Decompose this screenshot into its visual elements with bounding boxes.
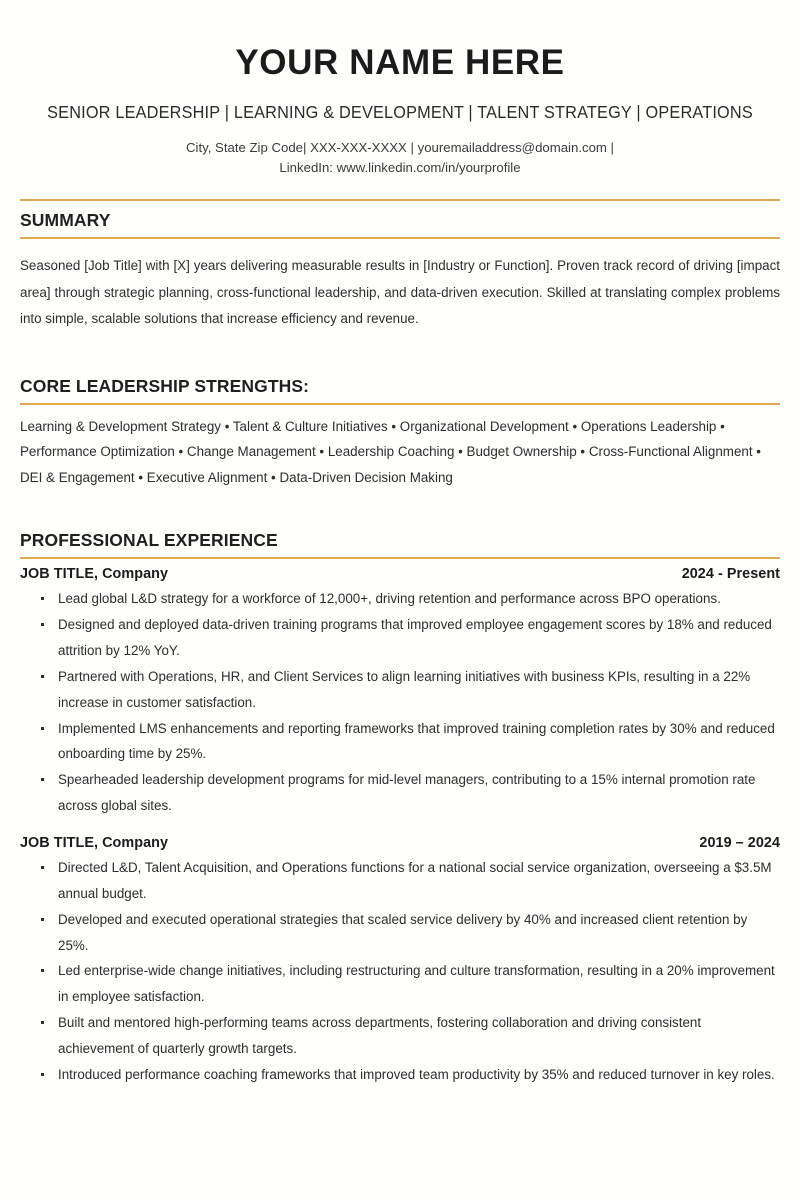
section-heading-core-strengths: CORE LEADERSHIP STRENGTHS: (20, 367, 780, 405)
experience-section (20, 521, 780, 1087)
experience-entry (20, 828, 780, 1088)
job-dates: 2024 - Present (681, 566, 780, 583)
job-dates: 2019 – 2024 (699, 834, 780, 851)
job-bullet: Implemented LMS enhancements and reporting frameworks that improved training completion rates by 30% and reduced onboarding time by 25%. (34, 716, 780, 768)
core-strengths-section (20, 367, 780, 492)
job-bullet-list (20, 855, 780, 1088)
job-bullet: Developed and executed operational strategies that scaled service delivery by 40% and increased client retention by 25%. (34, 907, 780, 959)
resume-header (20, 0, 780, 178)
contact-line-primary: City, State Zip Code| XXX-XXX-XXXX | youremailaddress@domain.com | (185, 139, 614, 155)
job-bullet-list (20, 586, 780, 819)
core-strengths-list: Learning & Development Strategy • Talent & Culture Initiatives • Organizational Development • Operations Leadership • Performance Optimization • Change Management • Leadership Coaching • Budget Ownership • Cross-Functional Alignment • DEI & Engagement • Executive Alignment • Data-Driven Decision Making (20, 418, 761, 486)
job-header (20, 828, 780, 851)
contact-line-linkedin: LinkedIn: www.linkedin.com/in/yourprofile (279, 159, 521, 175)
job-header (20, 559, 780, 582)
job-bullet: Spearheaded leadership development programs for mid-level managers, contributing to a 15% internal promotion rate across global sites. (34, 767, 780, 819)
summary-body: Seasoned [Job Title] with [X] years delivering measurable results in [Industry or Function]. Proven track record of driving [impact area] through strategic planning, cross-functional leadership, and data-driven execution. Skilled at translating complex problems into simple, scalable solutions that increase efficiency and revenue. (20, 258, 780, 327)
section-heading-summary: SUMMARY (20, 201, 780, 239)
experience-entry (20, 559, 780, 819)
job-bullet: Introduced performance coaching frameworks that improved team productivity by 35% and reduced turnover in key roles. (34, 1062, 780, 1088)
job-bullet: Lead global L&D strategy for a workforce of 12,000+, driving retention and performance across BPO operations. (34, 586, 780, 612)
job-bullet: Built and mentored high-performing teams across departments, fostering collaboration and driving consistent achievement of quarterly growth targets. (34, 1010, 780, 1062)
contact-info (20, 138, 780, 179)
job-bullet: Designed and deployed data-driven training programs that improved employee engagement scores by 18% and reduced attrition by 12% YoY. (34, 612, 780, 664)
job-bullet: Led enterprise-wide change initiatives, including restructuring and culture transformation, resulting in a 20% improvement in employee satisfaction. (34, 958, 780, 1010)
job-title: JOB TITLE, Company (20, 834, 169, 851)
candidate-name: YOUR NAME HERE (235, 43, 565, 82)
job-bullet: Directed L&D, Talent Acquisition, and Operations functions for a national social service organization, overseeing a $3.5M annual budget. (34, 855, 780, 907)
job-title: JOB TITLE, Company (20, 566, 169, 583)
job-bullet: Partnered with Operations, HR, and Client Services to align learning initiatives with business KPIs, resulting in a 22% increase in customer satisfaction. (34, 664, 780, 716)
section-heading-experience: PROFESSIONAL EXPERIENCE (20, 521, 780, 559)
professional-headline: SENIOR LEADERSHIP | LEARNING & DEVELOPMENT | TALENT STRATEGY | OPERATIONS (47, 101, 753, 122)
